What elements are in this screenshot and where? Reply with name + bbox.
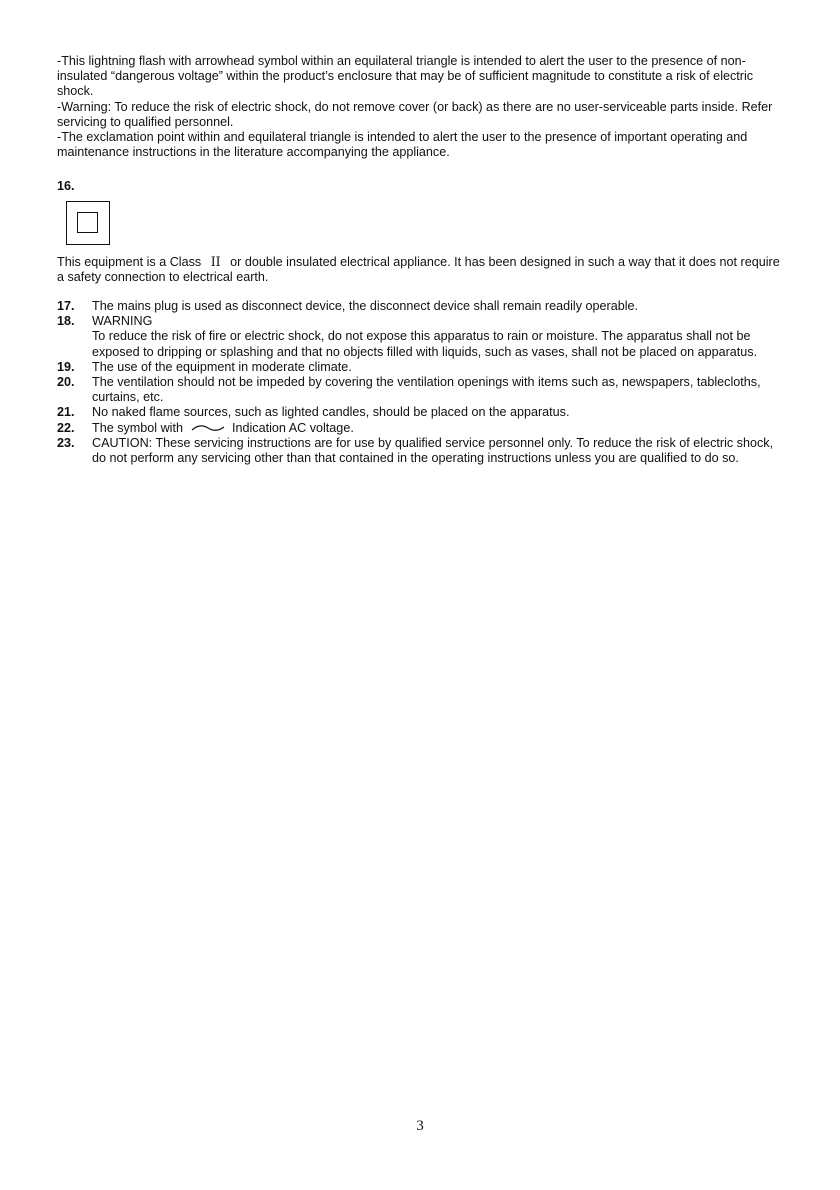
list-item-17 <box>57 299 787 314</box>
class-ii-description <box>57 254 787 285</box>
item-text: To reduce the risk of fire or electric shock, do not expose this apparatus to rain or moisture. The apparatus shall not be exposed to dripping or splashing and that no objects filled with liquids, such as vases, shall not be placed on apparatus. <box>92 329 758 359</box>
exclamation-symbol-note: -The exclamation point within and equilateral triangle is intended to alert the user to the presence of important operating and maintenance instructions in the literature accompanying the appliance. <box>57 130 748 160</box>
class-ii-glyph: II <box>210 253 221 269</box>
item-number: 21. <box>57 405 75 420</box>
item-body <box>92 314 787 360</box>
item-text: The use of the equipment in moderate climate. <box>92 359 352 374</box>
list-item-21 <box>57 405 787 420</box>
item-text-after: Indication AC voltage. <box>232 420 354 435</box>
lightning-symbol-note: -This lightning flash with arrowhead symbol within an equilateral triangle is intended to alert the user to the presence of non-insulated “dangerous voltage” within the product’s enclosure that may be of sufficient magnitude to constitute a risk of electric shock. <box>57 54 754 99</box>
item-text: The mains plug is used as disconnect device, the disconnect device shall remain readily operable. <box>92 299 639 314</box>
page-number: 3 <box>416 1118 424 1134</box>
item-number: 17. <box>57 299 75 314</box>
section-16-number: 16. <box>57 179 75 194</box>
ac-wave-icon <box>191 423 225 433</box>
class-ii-inner-square <box>77 212 98 233</box>
class-ii-text-after: or double insulated electrical appliance. It has been designed in such a way that it does not require a safety connection to electrical earth. <box>57 254 780 284</box>
list-item-23 <box>57 436 787 466</box>
item-text-before: The symbol with <box>92 420 183 435</box>
warning-title: WARNING <box>92 314 153 329</box>
list-item-19 <box>57 360 787 375</box>
manual-page <box>57 54 787 466</box>
item-number: 18. <box>57 314 75 329</box>
item-text: No naked flame sources, such as lighted candles, should be placed on the apparatus. <box>92 405 570 420</box>
item-text: The ventilation should not be impeded by covering the ventilation openings with items such as, newspapers, tablecloths, curtains, etc. <box>92 375 761 405</box>
item-number: 20. <box>57 375 75 390</box>
class-ii-double-square-icon <box>66 201 110 245</box>
item-number: 22. <box>57 420 75 435</box>
item-number: 23. <box>57 435 75 450</box>
item-number: 19. <box>57 359 75 374</box>
list-item-22 <box>57 421 787 436</box>
cover-warning-note: -Warning: To reduce the risk of electric shock, do not remove cover (or back) as there are no user-serviceable parts inside. Refer servicing to qualified personnel. <box>57 99 773 129</box>
safety-instructions-list <box>57 299 787 466</box>
item-text: CAUTION: These servicing instructions are for use by qualified service personnel only. To reduce the risk of electric shock, do not perform any servicing other than that contained in the operating instructions unless you are qualified to do so. <box>92 435 774 466</box>
item-body <box>92 421 787 436</box>
class-ii-text-before: This equipment is a Class <box>57 254 202 269</box>
list-item-20 <box>57 375 787 405</box>
list-item-18 <box>57 314 787 360</box>
